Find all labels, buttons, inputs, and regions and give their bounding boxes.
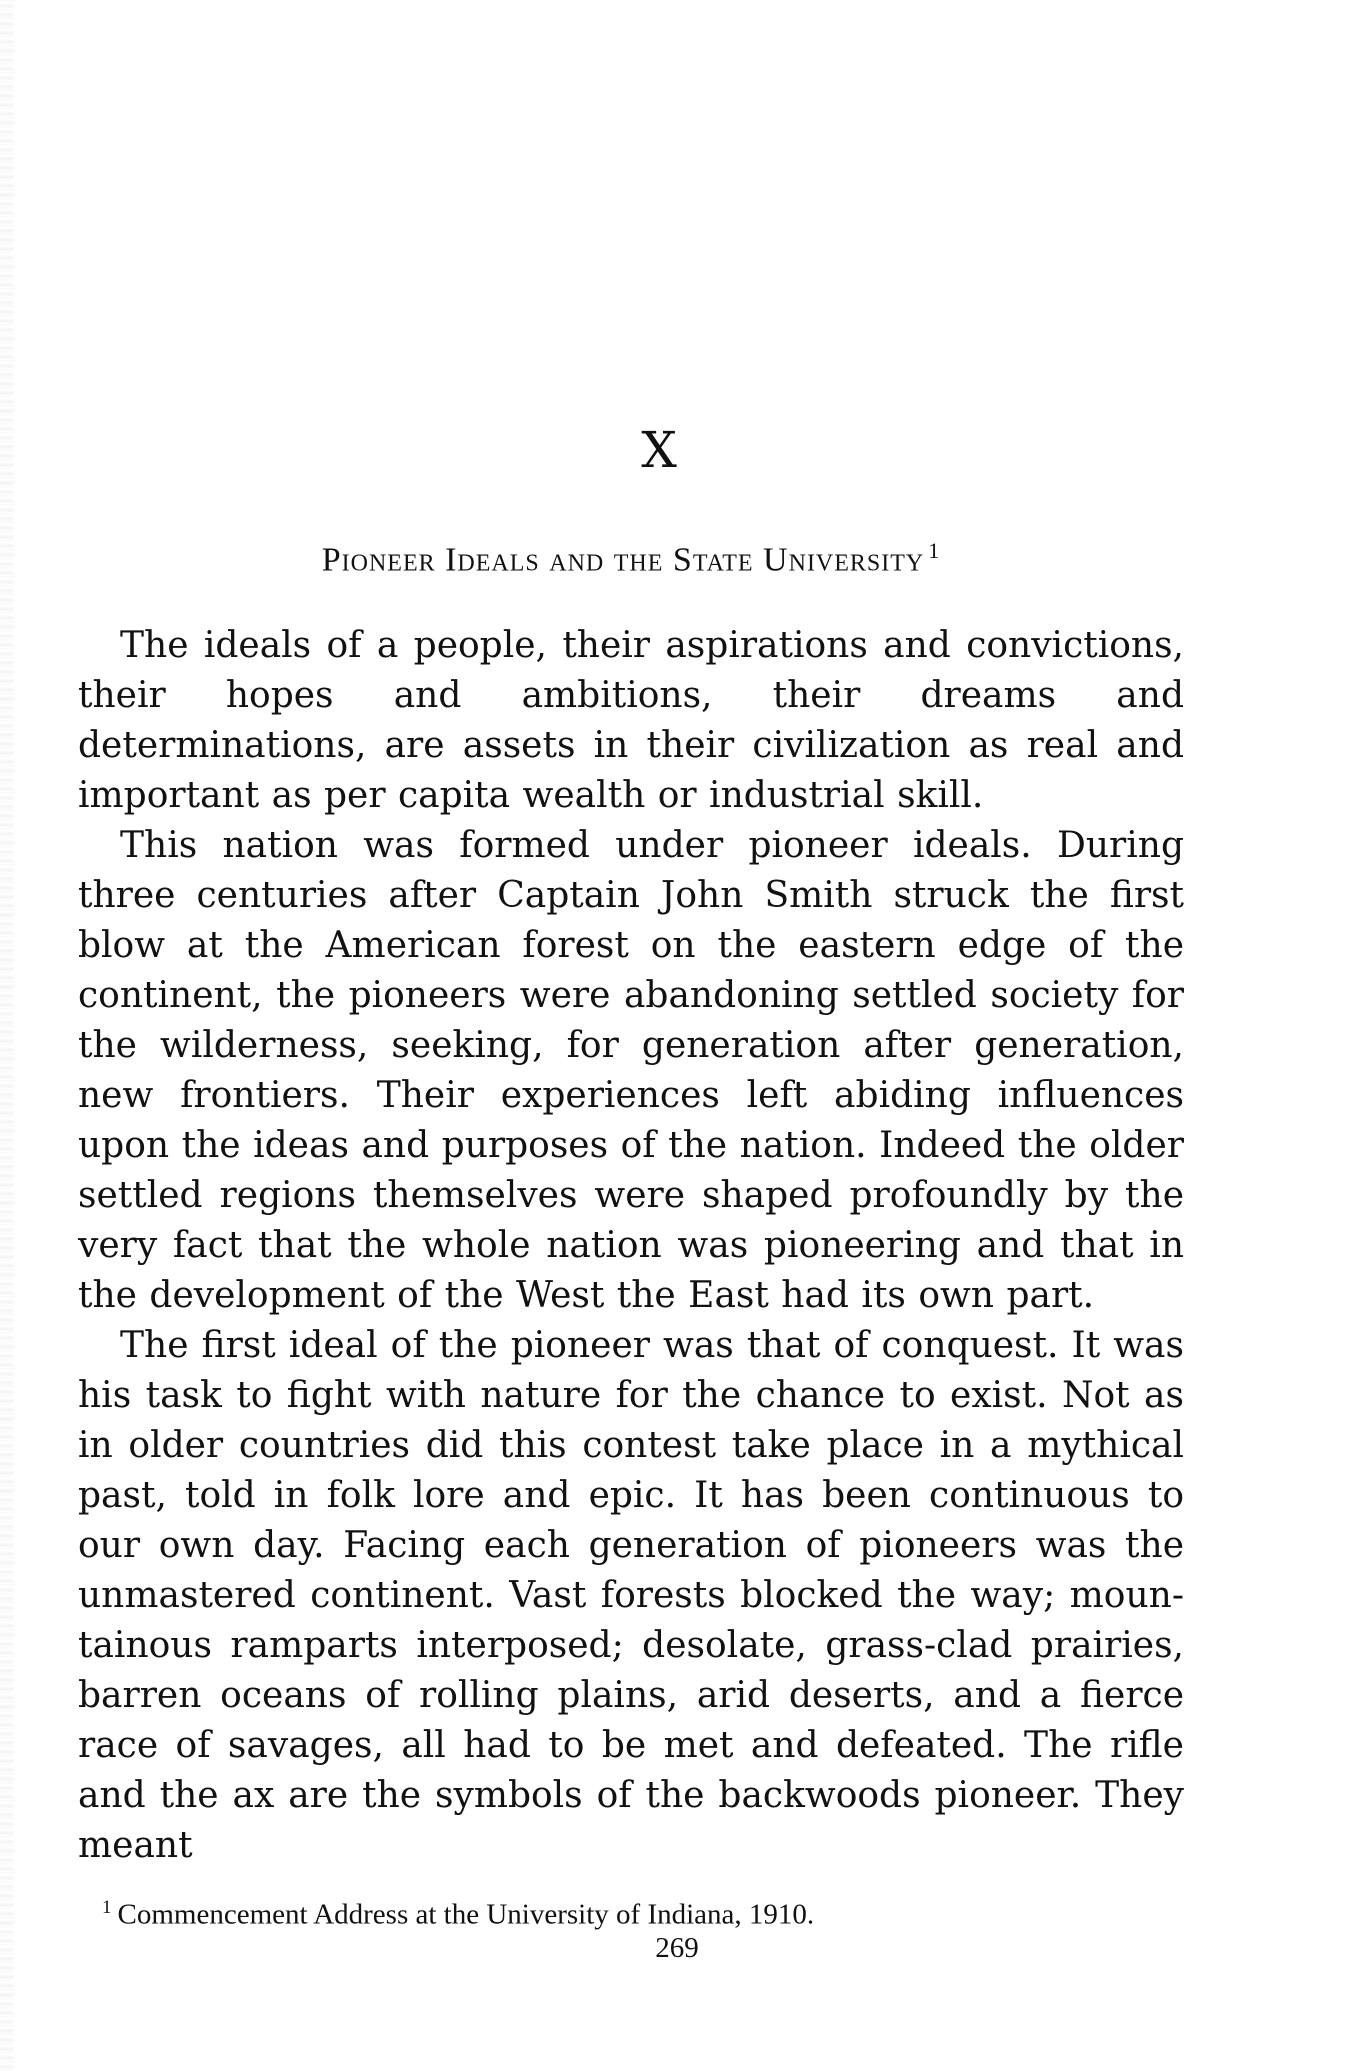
chapter-title-text: Pioneer Ideals and the State University bbox=[321, 541, 925, 579]
paragraph-3: The first ideal of the pioneer was that of conquest. It was his task to fight with nature for the chance to exist. Not as in older countries did this contest take place in a mythical past, told in folk lore and epic. It has been continuous to our own day. Facing each generation of pioneers was the unmastered continent. Vast forests blocked the way; mountainous ramparts interposed; desolate, grass-clad prairies, barren oceans of rolling plains, arid deserts, and a fierce race of savages, all had to be met and defeated. The rifle and the ax are the symbols of the backwoods pioneer. They meant bbox=[78, 1325, 1184, 1867]
footnote-text: Commencement Address at the University of Indiana, 1910. bbox=[117, 1898, 815, 1931]
paragraph-1: The ideals of a people, their aspirations and convictions, their hopes and ambitions, their dreams and determinations, are assets in their civilization as real and important as per capita wealth or industrial skill. bbox=[78, 625, 1184, 817]
footnote-mark: 1 bbox=[102, 1897, 112, 1918]
main-text-block bbox=[78, 420, 1184, 1871]
footnote bbox=[102, 1890, 1182, 1933]
chapter-title bbox=[78, 530, 1184, 581]
paragraph-2: This nation was formed under pioneer ideals. During three centuries after Captain John Smith struck the first blow at the American forest on the eastern edge of the continent, the pioneers were abandoning settled society for the wilderness, seeking, for generation after generation, new frontiers. Their experiences left abiding influences upon the ideas and purposes of the nation. Indeed the older settled regions themselves were shaped profoundly by the very fact that the whole nation was pioneering and that in the development of the West the East had its own part. bbox=[78, 825, 1184, 1317]
scan-edge-decoration bbox=[0, 0, 14, 2071]
page-number: 269 bbox=[655, 1932, 699, 1964]
footnote-reference: 1 bbox=[928, 538, 941, 563]
chapter-number: X bbox=[641, 421, 677, 479]
